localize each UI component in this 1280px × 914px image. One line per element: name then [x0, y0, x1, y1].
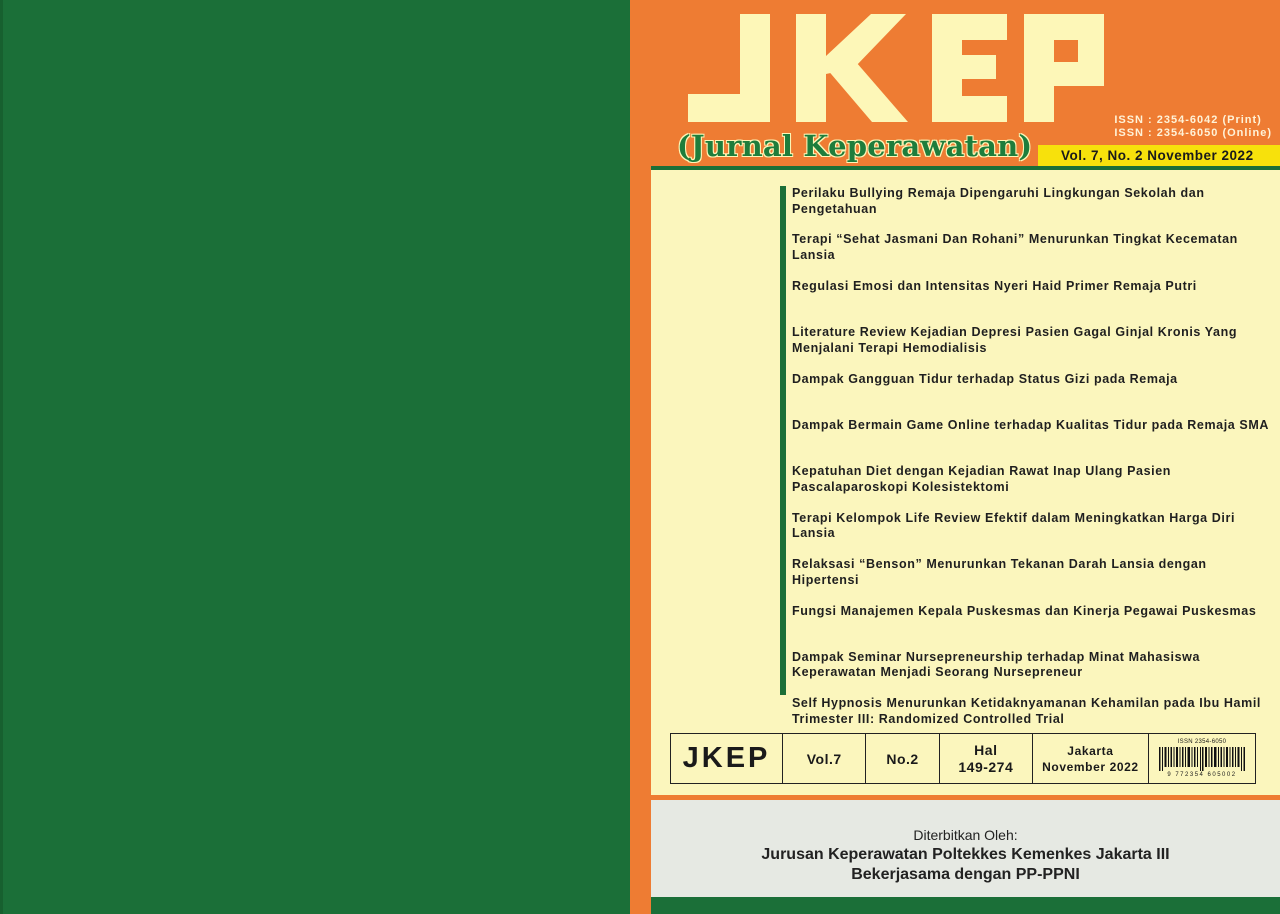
info-pages	[940, 734, 1033, 783]
volume-badge: Vol. 7, No. 2 November 2022	[1038, 145, 1280, 167]
publisher-name: Jurusan Keperawatan Poltekkes Kemenkes Jakarta III	[761, 846, 1170, 863]
info-volume-text: Vol.7	[806, 750, 842, 767]
jkep-logo	[688, 8, 1108, 126]
bottom-strip	[651, 897, 1280, 914]
issn-online: ISSN : 2354-6050 (Online)	[1114, 127, 1272, 139]
publisher-partner: Bekerjasama dengan PP-PPNI	[851, 866, 1080, 883]
info-date: November 2022	[1042, 759, 1139, 774]
publisher-label: Diterbitkan Oleh:	[913, 827, 1018, 843]
toc-item: Dampak Bermain Game Online terhadap Kualitas Tidur pada Remaja SMA	[792, 417, 1269, 432]
info-place-date	[1033, 734, 1149, 783]
toc-item: Regulasi Emosi dan Intensitas Nyeri Haid Primer Remaja Putri	[792, 278, 1197, 293]
toc-item: Relaksasi “Benson” Menurunkan Tekanan Darah Lansia dengan Hipertensi	[792, 557, 1207, 587]
info-pages-label: Hal	[974, 741, 998, 758]
info-journal	[671, 734, 783, 783]
jkep-logo-graphic	[688, 8, 1108, 126]
toc-item: Literature Review Kejadian Depresi Pasien Gagal Ginjal Kronis Yang Menjalani Terapi Hemodialisis	[792, 325, 1238, 355]
info-volume	[783, 734, 866, 783]
toc-item: Terapi “Sehat Jasmani Dan Rohani” Menurunkan Tingkat Kecematan Lansia	[792, 232, 1238, 262]
toc-item: Kepatuhan Diet dengan Kejadian Rawat Inap Ulang Pasien Pascalaparoskopi Kolesistektomi	[792, 464, 1171, 494]
issn-block	[1114, 114, 1272, 140]
back-cover	[0, 0, 630, 914]
table-of-contents	[792, 186, 1277, 743]
toc-accent-bar	[780, 186, 786, 695]
publisher-block	[651, 800, 1280, 897]
info-pages-range: 149-274	[958, 758, 1014, 775]
barcode-number: 9 772354 605002	[1167, 772, 1237, 778]
barcode-icon	[1159, 747, 1245, 771]
journal-subtitle: (Jurnal Keperawatan)	[677, 129, 1033, 163]
toc-item: Perilaku Bullying Remaja Dipengaruhi Lingkungan Sekolah dan Pengetahuan	[792, 186, 1205, 216]
info-journal-text: JKEP	[682, 742, 771, 774]
contents-panel	[651, 170, 1280, 795]
info-number-text: No.2	[886, 750, 919, 767]
issue-info-table	[670, 733, 1256, 784]
spine-edge	[0, 0, 3, 914]
issn-print: ISSN : 2354-6042 (Print)	[1114, 114, 1262, 126]
barcode-label: ISSN 2354-6050	[1177, 739, 1227, 745]
toc-item: Self Hypnosis Menurunkan Ketidaknyamanan Kehamilan pada Ibu Hamil Trimester III: Randomized Controlled Trial	[792, 696, 1261, 726]
info-city: Jakarta	[1067, 743, 1114, 758]
info-barcode	[1149, 734, 1255, 783]
toc-item: Terapi Kelompok Life Review Efektif dalam Meningkatkan Harga Diri Lansia	[792, 510, 1236, 541]
toc-item: Dampak Gangguan Tidur terhadap Status Gizi pada Remaja	[792, 371, 1178, 386]
toc-item: Dampak Seminar Nursepreneurship terhadap Minat Mahasiswa Keperawatan Menjadi Seorang Nursepreneur	[792, 649, 1201, 680]
toc-item: Fungsi Manajemen Kepala Puskesmas dan Kinerja Pegawai Puskesmas	[792, 603, 1257, 618]
front-cover	[630, 0, 1280, 914]
info-number	[866, 734, 939, 783]
